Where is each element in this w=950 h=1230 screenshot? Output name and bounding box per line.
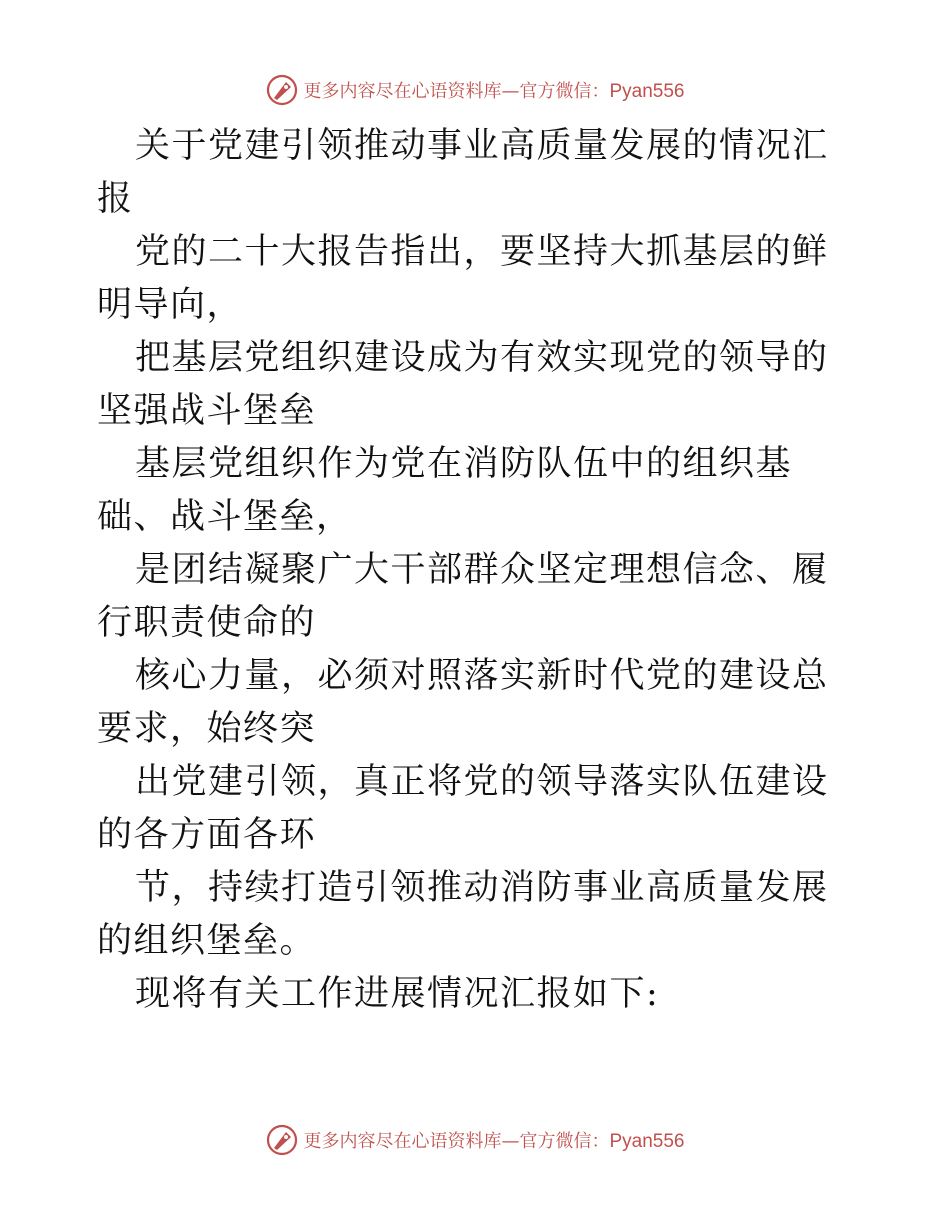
paragraph: 出党建引领，真正将党的领导落实队伍建设的各方面各环	[97, 762, 829, 855]
watermark-site-text: 更多内容尽在心语资料库—官方微信：	[303, 1131, 610, 1152]
pen-nib-logo-icon	[265, 73, 299, 107]
footer-watermark	[0, 1120, 950, 1160]
paragraph: 是团结凝聚广大干部群众坚定理想信念、履行职责使命的	[97, 550, 829, 643]
paragraph: 党的二十大报告指出，要坚持大抓基层的鲜明导向，	[97, 232, 829, 325]
document-title: 关于党建引领推动事业高质量发展的情况汇报	[97, 126, 829, 219]
header-watermark	[0, 70, 950, 110]
paragraph: 把基层党组织建设成为有效实现党的领导的坚强战斗堡垒	[97, 338, 829, 431]
document-body	[97, 120, 857, 1021]
watermark-site-text: 更多内容尽在心语资料库—官方微信：	[303, 81, 610, 102]
paragraph: 核心力量，必须对照落实新时代党的建设总要求，始终突	[97, 656, 829, 749]
paragraph: 现将有关工作进展情况汇报如下:	[135, 974, 660, 1014]
paragraph: 节，持续打造引领推动消防事业高质量发展的组织堡垒。	[97, 868, 829, 961]
watermark-handle: Pyan556	[609, 1131, 685, 1152]
paragraph: 基层党组织作为党在消防队伍中的组织基础、战斗堡垒，	[97, 444, 793, 537]
pen-nib-logo-icon	[265, 1123, 299, 1157]
watermark-handle: Pyan556	[609, 81, 685, 102]
